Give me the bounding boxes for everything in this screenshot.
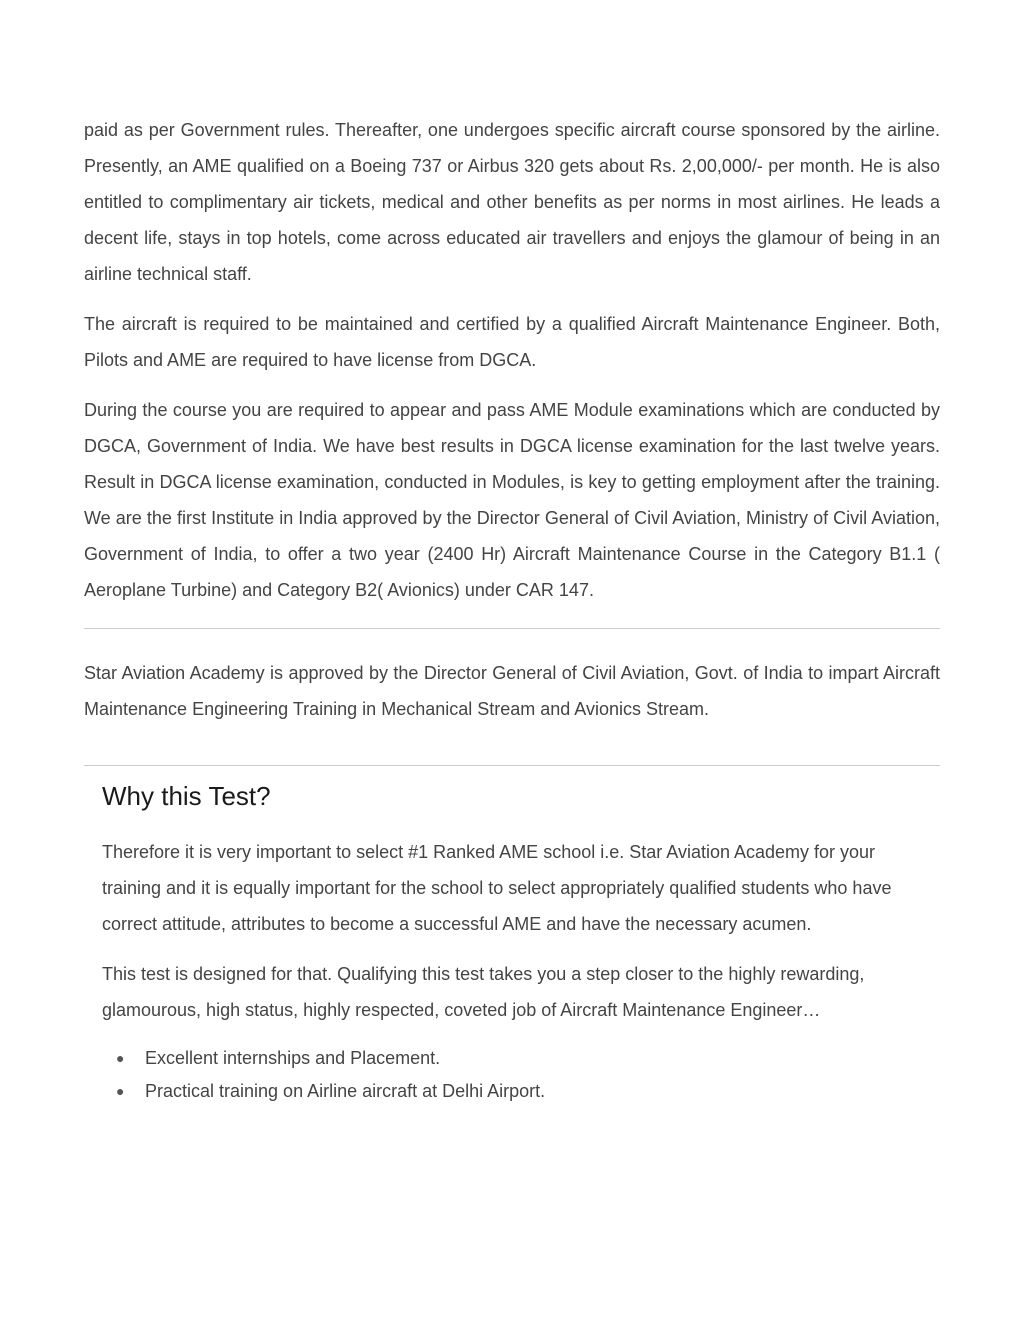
section-heading: Why this Test? [102,781,271,811]
bullet-icon: ● [116,1050,125,1066]
document-page [84,112,940,1108]
benefits-list [102,1042,920,1108]
paragraph-selection: Therefore it is very important to select #1 Ranked AME school i.e. Star Aviation Academy for your training and it is equally important for the school to select appropriately qualified students who have correct attitude, attributes to become a successful AME and have the necessary acumen. [102,842,892,934]
paragraph-test-purpose: This test is designed for that. Qualifying this test takes you a step closer to the highly rewarding, glamourous, high status, highly respected, coveted job of Aircraft Maintenance Engineer… [102,964,865,1020]
paragraph-salary: paid as per Government rules. Thereafter, one undergoes specific aircraft course sponsored by the airline. Presently, an AME qualified on a Boeing 737 or Airbus 320 gets about Rs. 2,00,000/- per month. He is also entitled to complimentary air tickets, medical and other benefits as per norms in most airlines. He leads a decent life, stays in top hotels, come across educated air travellers and enjoys the glamour of being in an airline technical staff. [84,120,940,284]
list-item-text: Excellent internships and Placement. [145,1048,441,1068]
divider [84,628,940,629]
divider [84,765,940,766]
list-item [102,1075,920,1108]
paragraph-course: During the course you are required to appear and pass AME Module examinations which are conducted by DGCA, Government of India. We have best results in DGCA license examination for the last twelve years. Result in DGCA license examination, conducted in Modules, is key to getting employment after the training. We are the first Institute in India approved by the Director General of Civil Aviation, Ministry of Civil Aviation, Government of India, to offer a two year (2400 Hr) Aircraft Maintenance Course in the Category B1.1 ( Aeroplane Turbine) and Category B2( Avionics) under CAR 147. [84,400,940,600]
bullet-icon: ● [116,1083,125,1099]
paragraph-approval: Star Aviation Academy is approved by the Director General of Civil Aviation, Govt. of India to impart Aircraft Maintenance Engineering Training in Mechanical Stream and Avionics Stream. [84,663,940,719]
why-this-test-section [84,780,940,1108]
list-item [102,1042,920,1075]
list-item-text: Practical training on Airline aircraft at Delhi Airport. [145,1081,546,1101]
paragraph-certification: The aircraft is required to be maintained and certified by a qualified Aircraft Maintenance Engineer. Both, Pilots and AME are required to have license from DGCA. [84,314,940,370]
